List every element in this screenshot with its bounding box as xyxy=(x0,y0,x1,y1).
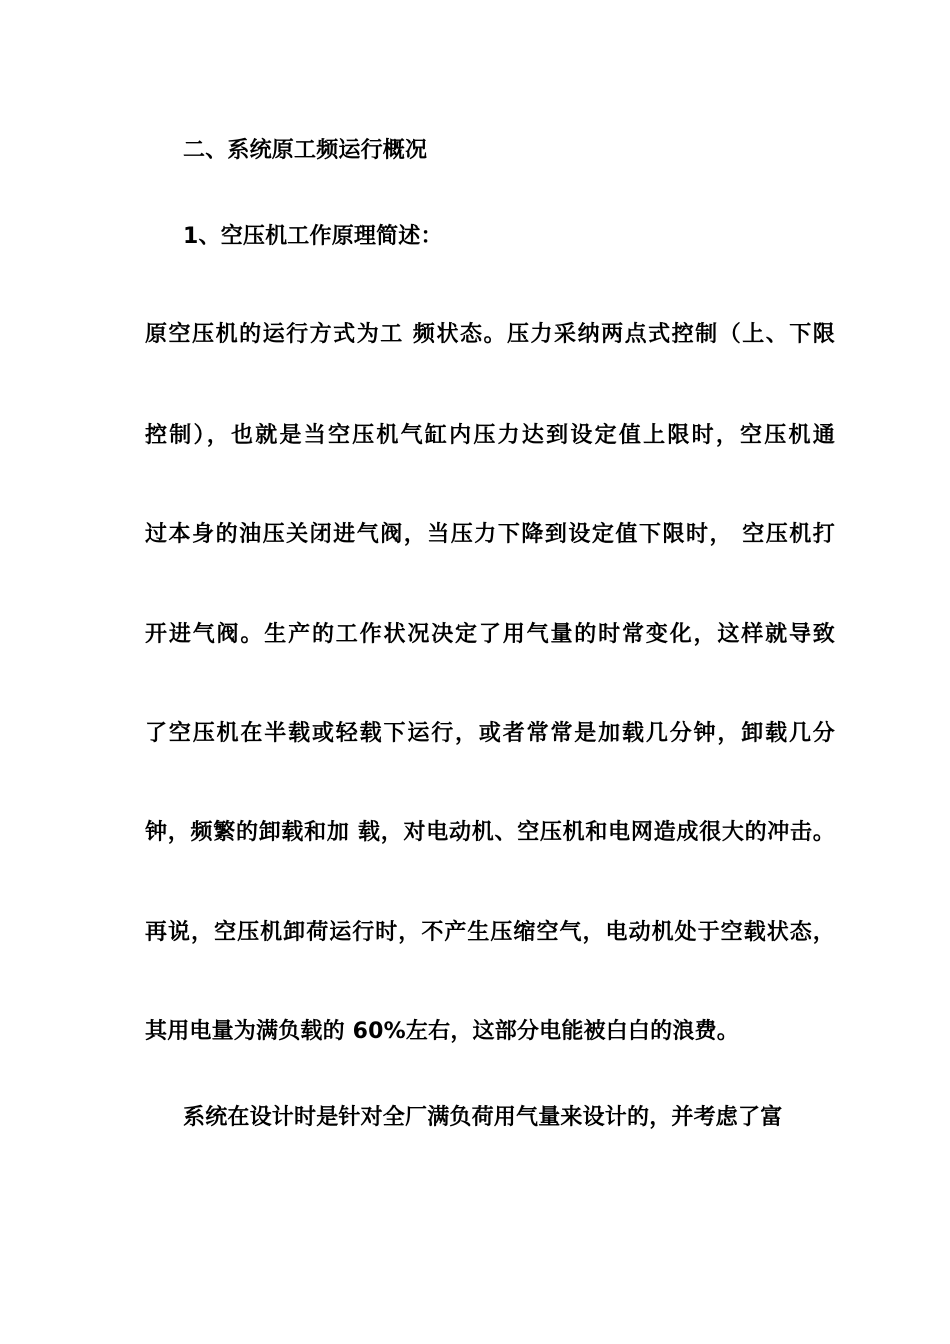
section-heading: 二、系统原工频运行概况 xyxy=(183,138,428,163)
paragraph-line: 控制），也就是当空压机气缸内压力达到设定值上限时，空压机通 xyxy=(145,423,835,448)
paragraph-line: 其用电量为满负载的 60%左右，这部分电能被白白的浪费。 xyxy=(145,1019,739,1044)
paragraph-line: 再说，空压机卸荷运行时，不产生压缩空气，电动机处于空载状态， xyxy=(145,920,835,945)
paragraph-line: 钟，频繁的卸载和加 载，对电动机、空压机和电网造成很大的冲击。 xyxy=(145,820,835,845)
subsection-heading: 1、空压机工作原理简述： xyxy=(183,224,443,249)
paragraph-line: 过本身的油压关闭进气阀，当压力下降到设定值下限时， 空压机打 xyxy=(145,522,835,547)
paragraph-line: 系统在设计时是针对全厂满负荷用气量来设计的，并考虑了富 xyxy=(183,1105,783,1130)
paragraph-line: 了空压机在半载或轻载下运行，或者常常是加载几分钟，卸载几分 xyxy=(145,721,835,746)
paragraph-line: 原空压机的运行方式为工 频状态。压力采纳两点式控制（上、下限 xyxy=(145,322,835,347)
paragraph-line: 开进气阀。生产的工作状况决定了用气量的时常变化，这样就导致 xyxy=(145,622,835,647)
